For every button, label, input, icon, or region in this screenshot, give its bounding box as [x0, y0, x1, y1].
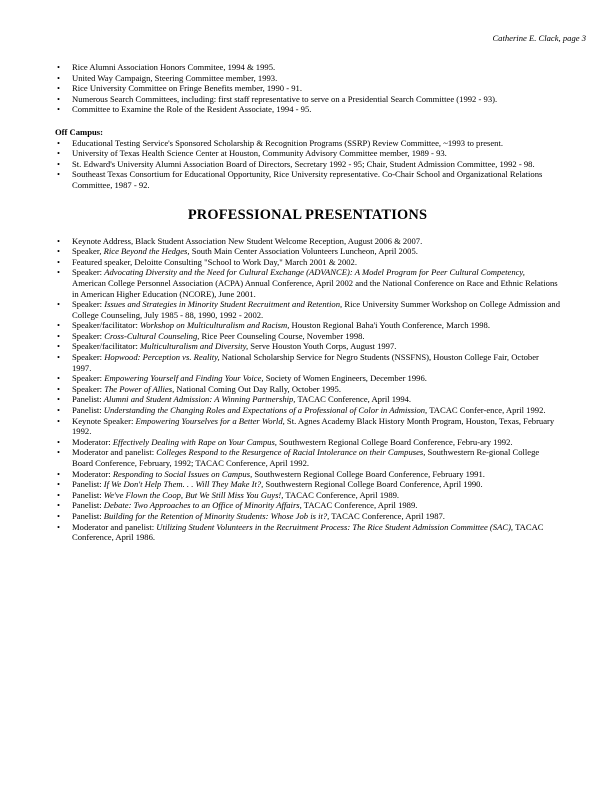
list-item-text: Numerous Search Committees, including: first staff representative to serve on a Presidential Search Committee (1992 - 93).	[72, 93, 498, 104]
presentation-text: Moderator:	[72, 436, 113, 447]
presentation-text: Panelist:	[72, 394, 104, 405]
presentation-item	[55, 511, 560, 522]
presentation-item	[55, 394, 560, 405]
bullet-icon: •	[57, 104, 61, 115]
bullet-icon: •	[57, 158, 61, 169]
presentation-item	[55, 257, 560, 268]
presentation-title: Building for the Retention of Minority Students: Whose Job is it?,	[103, 510, 330, 521]
list-item-text: Committee to Examine the Role of the Resident Associate, 1994 - 95.	[72, 104, 312, 115]
presentation-item	[55, 331, 560, 342]
presentation-item	[55, 384, 560, 395]
presentation-text: TACAC Confer-ence, April 1992.	[427, 405, 546, 416]
bullet-icon: •	[57, 83, 61, 94]
presentation-text: Moderator and panelist:	[72, 447, 157, 458]
presentation-title: Effectively Dealing with Rape on Your Campus,	[112, 436, 277, 447]
presentation-item	[55, 490, 560, 501]
presentation-title: Empowering Yourself and Finding Your Voice,	[104, 373, 264, 384]
bullet-icon: •	[57, 169, 61, 180]
presentation-title: If We Don't Help Them. . . Will They Make It?,	[103, 479, 264, 490]
list-item	[55, 104, 560, 115]
presentation-text: American College Personnel Association (ACPA) Annual Conference, April 2002 and the National Conference on Race and Ethnic Relations in American Higher Education (NCORE), June 2001.	[72, 277, 558, 299]
presentation-item	[55, 320, 560, 331]
presentation-item	[55, 341, 560, 352]
presentation-text: TACAC Conference, April 1987.	[329, 510, 445, 521]
page-content	[55, 62, 560, 543]
presentation-item	[55, 469, 560, 480]
presentation-text: Southwestern Regional College Board Conference, February 1991.	[252, 468, 485, 479]
presentation-item	[55, 352, 560, 373]
presentation-title: Alumni and Student Admission: A Winning Partnership,	[103, 394, 296, 405]
presentation-text: Speaker,	[72, 246, 104, 257]
presentations-list	[55, 236, 560, 543]
presentation-title: Utilizing Student Volunteers in the Recruitment Process: The Rice Student Admission Committee (SAC),	[156, 521, 514, 532]
presentation-text: Speaker:	[72, 330, 105, 341]
bullet-icon: •	[57, 62, 61, 72]
bullet-icon: •	[57, 436, 61, 447]
committees-list	[55, 62, 560, 115]
presentation-text: Rice University Summer Workshop on College Admission and College Counseling, July 1985 - 88, 1990, 1992 - 2002.	[72, 299, 560, 320]
presentation-title: Advocating Diversity and the Need for Cultural Exchange (ADVANCE): A Model Program for Peer Cultural Competency,	[104, 267, 525, 278]
presentation-title: Colleges Respond to the Resurgence of Racial Intolerance on their Campuses,	[156, 447, 426, 458]
bullet-icon: •	[57, 246, 61, 257]
presentation-title: Issues and Strategies in Minority Student Recruitment and Retention,	[104, 299, 343, 310]
bullet-icon: •	[57, 320, 61, 331]
list-item-text: United Way Campaign, Steering Committee member, 1993.	[72, 72, 278, 83]
off-campus-heading: Off Campus:	[55, 126, 103, 137]
presentation-item	[55, 246, 560, 257]
presentation-text: Panelist:	[72, 479, 104, 490]
presentation-text: Panelist:	[72, 489, 104, 500]
presentation-item	[55, 416, 560, 437]
bullet-icon: •	[57, 383, 61, 394]
presentation-item	[55, 479, 560, 490]
presentation-item	[55, 299, 560, 320]
presentation-title: The Power of Allies,	[104, 383, 175, 394]
presentation-title: Cross-Cultural Counseling,	[104, 330, 200, 341]
list-item-text: St. Edward's University Alumni Association Board of Directors, Secretary 1992 - 95; Chair, Student Admission Committee, 1992 - 98.	[72, 158, 535, 169]
list-item-text: Southeast Texas Consortium for Educational Opportunity, Rice University representative. Co-Chair School and Organizational Relations Committee, 1987 - 92.	[72, 169, 543, 190]
bullet-icon: •	[57, 405, 61, 416]
list-item-text: University of Texas Health Science Center at Houston, Community Advisory Committee member, 1989 - 93.	[72, 148, 447, 159]
presentation-text: South Main Center Association Volunteers Luncheon, April 2005.	[189, 246, 418, 257]
presentation-item	[55, 447, 560, 468]
presentation-text: TACAC Conference, April 1986.	[72, 521, 544, 543]
bullet-icon: •	[57, 267, 61, 278]
presentation-text: Southwestern Regional College Board Conference, Febru-ary 1992.	[276, 436, 513, 447]
presentation-text: Panelist:	[72, 500, 104, 511]
presentation-text: Serve Houston Youth Corps, August 1997.	[248, 341, 397, 352]
presentation-title: Understanding the Changing Roles and Expectations of a Professional of Color in Admission,	[103, 405, 428, 416]
bullet-icon: •	[57, 479, 61, 490]
bullet-icon: •	[57, 256, 61, 267]
presentation-text: Panelist:	[72, 510, 104, 521]
presentation-text: National Scholarship Service for Negro Students (NSSFNS), Houston College Fair, October 1997.	[72, 352, 539, 373]
presentation-item	[55, 236, 560, 247]
presentation-title: Workshop on Multiculturalism and Racism,	[140, 320, 290, 331]
bullet-icon: •	[57, 72, 61, 83]
presentation-text: TACAC Conference, April 1994.	[295, 394, 412, 405]
section-title: PROFESSIONAL PRESENTATIONS	[187, 206, 428, 223]
presentation-item	[55, 373, 560, 384]
presentation-text: Moderator and panelist:	[72, 521, 157, 532]
presentation-text: TACAC Conference, April 1989.	[301, 500, 418, 511]
presentation-text: TACAC Conference, April 1989.	[283, 489, 400, 500]
list-item	[55, 83, 560, 94]
presentation-title: Responding to Social Issues on Campus,	[112, 468, 253, 479]
bullet-icon: •	[57, 447, 61, 458]
list-item-text: Rice Alumni Association Honors Commitee, 1994 & 1995.	[72, 62, 276, 72]
bullet-icon: •	[57, 489, 61, 500]
bullet-icon: •	[57, 341, 61, 352]
presentation-text: Keynote Speaker:	[72, 415, 136, 426]
bullet-icon: •	[57, 93, 61, 104]
presentation-text: Houston Regional Baha'i Youth Conference, March 1998.	[289, 320, 490, 331]
list-item-text: Educational Testing Service's Sponsored Scholarship & Recognition Programs (SSRP) Review Committee, ~1993 to present.	[72, 137, 504, 148]
bullet-icon: •	[57, 521, 61, 532]
presentation-text: Society of Women Engineers, December 1996.	[263, 373, 427, 384]
list-item-text: Rice University Committee on Fringe Benefits member, 1990 - 91.	[72, 83, 302, 94]
bullet-icon: •	[57, 373, 61, 384]
presentation-text: Panelist:	[72, 405, 104, 416]
bullet-icon: •	[57, 299, 61, 310]
presentation-title: Rice Beyond the Hedges,	[103, 246, 190, 257]
list-item	[55, 94, 560, 105]
presentation-text: Speaker/facilitator:	[72, 320, 141, 331]
presentation-text: Featured speaker, Deloitte Consulting "School to Work Day," March 2001 & 2002.	[72, 256, 357, 267]
presentation-title: Empowering Yourselves for a Better World,	[135, 415, 285, 426]
presentation-text: Southwestern Regional College Board Conference, April 1990.	[263, 479, 483, 490]
presentation-item	[55, 437, 560, 448]
off-campus-list	[55, 138, 560, 191]
presentation-text: National Coming Out Day Rally, October 1995.	[174, 383, 342, 394]
presentation-text: Speaker:	[72, 299, 105, 310]
bullet-icon: •	[57, 415, 61, 426]
presentation-item	[55, 405, 560, 416]
bullet-icon: •	[57, 510, 61, 521]
presentation-title: Multiculturalism and Diversity,	[140, 341, 249, 352]
presentation-item	[55, 500, 560, 511]
presentation-text: Southwestern Re-gional College Board Conference, February, 1992; TACAC Conference, April 1992.	[72, 447, 540, 468]
bullet-icon: •	[57, 352, 61, 363]
presentation-text: Speaker:	[72, 383, 105, 394]
presentation-title: Hopwood: Perception vs. Reality,	[104, 352, 220, 363]
list-item	[55, 148, 560, 159]
list-item	[55, 159, 560, 170]
presentation-text: Keynote Address, Black Student Association New Student Welcome Reception, August 2006 & 2007.	[72, 235, 423, 246]
presentation-text: Speaker:	[72, 352, 105, 363]
presentation-item	[55, 267, 560, 299]
list-item	[55, 73, 560, 84]
presentation-text: Rice Peer Counseling Course, November 1998.	[199, 330, 365, 341]
list-item	[55, 138, 560, 149]
bullet-icon: •	[57, 137, 61, 148]
running-head: Catherine E. Clack, page 3	[492, 33, 586, 43]
bullet-icon: •	[57, 468, 61, 479]
presentation-text: Moderator:	[72, 468, 113, 479]
bullet-icon: •	[57, 235, 61, 246]
presentation-item	[55, 522, 560, 543]
bullet-icon: •	[57, 394, 61, 405]
presentation-text: St. Agnes Academy Black History Month Program, Houston, Texas, February 1992.	[72, 415, 555, 437]
bullet-icon: •	[57, 500, 61, 511]
bullet-icon: •	[57, 148, 61, 159]
list-item	[55, 169, 560, 190]
presentation-text: Speaker/facilitator:	[72, 341, 141, 352]
presentation-text: Speaker:	[72, 267, 105, 278]
list-item	[55, 62, 560, 73]
presentation-title: We've Flown the Coop, But We Still Miss You Guys!,	[103, 489, 284, 500]
bullet-icon: •	[57, 330, 61, 341]
presentation-text: Speaker:	[72, 373, 105, 384]
presentation-title: Debate: Two Approaches to an Office of Minority Affairs,	[103, 500, 302, 511]
